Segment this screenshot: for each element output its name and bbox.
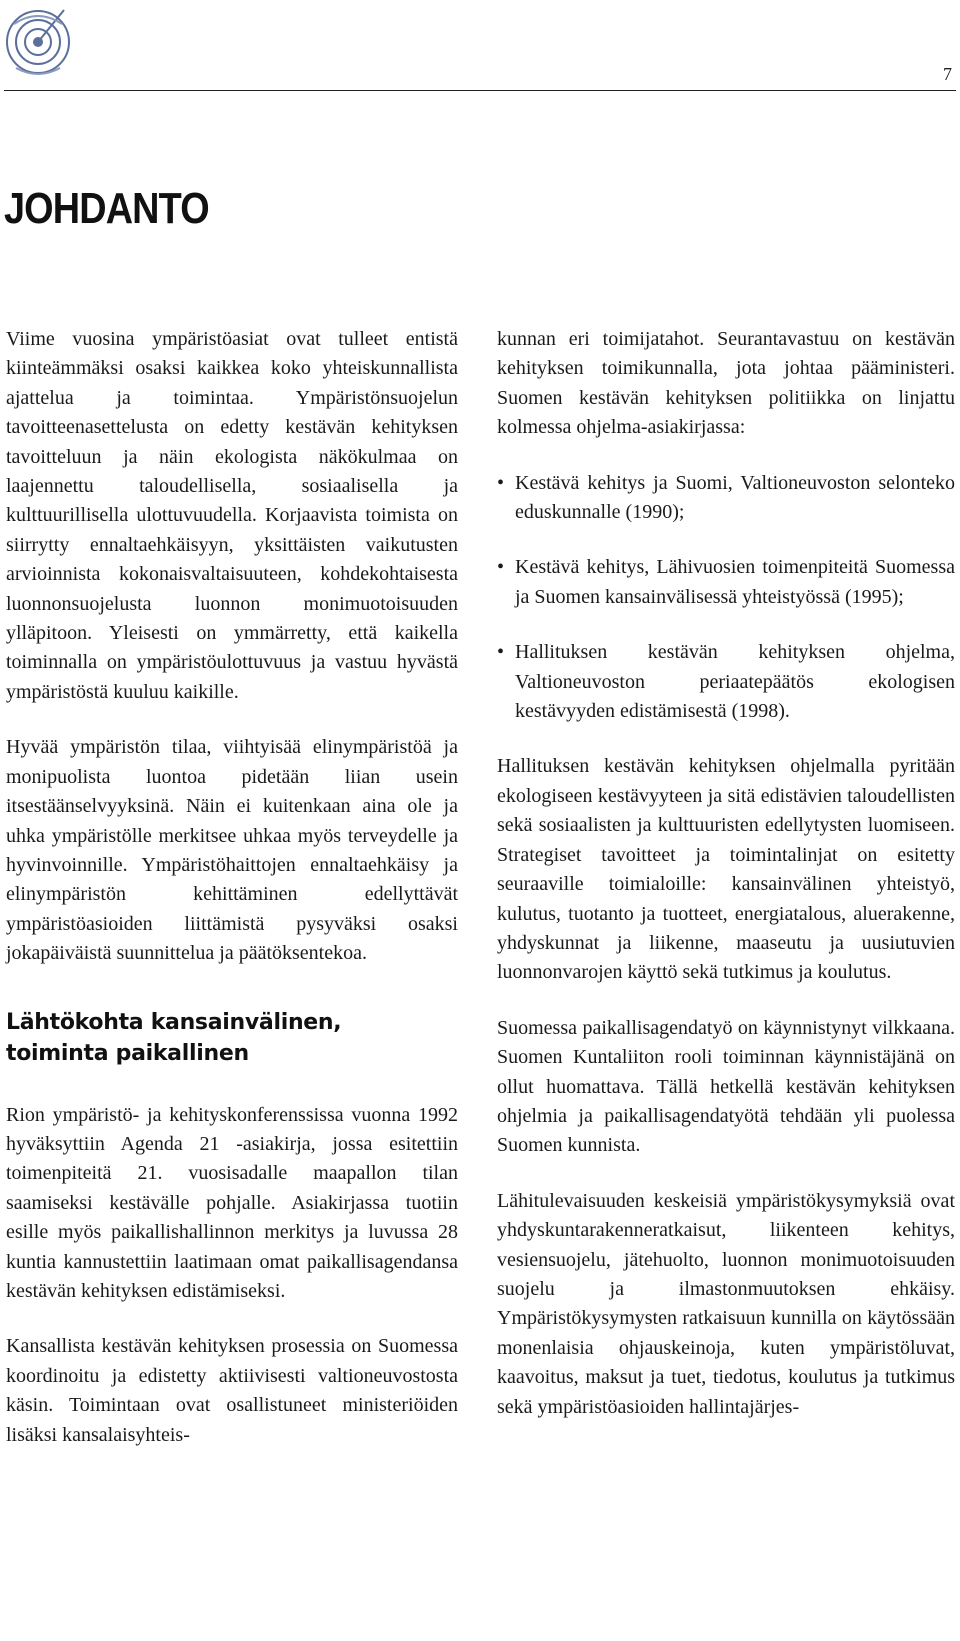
national-process-paragraph: Kansallista kestävän kehityksen prosessia on Suomessa koordinoitu ja edistetty aktiivisesti valtioneuvostosta käsin. Toimintaan ovat osallistuneet ministeriöiden lisäksi kansalaisyhteis- — [6, 1335, 458, 1446]
page-title: JOHDANTO — [4, 184, 209, 233]
bullet-icon: • — [497, 641, 505, 664]
header-divider — [4, 90, 956, 91]
list-item — [497, 553, 955, 612]
list-item-text: Kestävä kehitys, Lähivuosien toimenpiteitä Suomessa ja Suomen kansainvälisessä yhteistyössä (1995); — [515, 556, 955, 608]
future-issues-paragraph: Lähitulevaisuuden keskeisiä ympäristökysymyksiä ovat yhdyskuntarakenneratkaisut, liikenteen kehitys, vesiensuojelu, jätehuolto, luonnon monimuotoisuuden suojelu ja ilmastonmuutoksen ehkäisy. Ympäristökysymysten ratkaisuun kunnilla on käytössään monenlaisia ohjauskeinoja, kuten ympäristöluvat, kaavoitus, maksut ja tuet, tiedotus, koulutus ja tutkimus sekä ympäristöasioiden hallintajärjes- — [497, 1189, 955, 1418]
rio-paragraph: Rion ympäristö- ja kehityskonferenssissa vuonna 1992 hyväksyttiin Agenda 21 -asiakirja, jossa esitettiin toimenpiteitä 21. vuosisadalle maapallon tilan saamiseksi kestävälle pohjalle. Asiakirjassa tuotiin esille myös paikallishallinnon merkitys ja luvussa 28 kuntia kannustettiin laatimaan omat paikallisagendansa kestävän kehityksen edistämiseksi. — [6, 1103, 458, 1302]
list-item — [497, 469, 955, 528]
section-heading — [6, 1007, 458, 1069]
right-column — [497, 325, 955, 1448]
list-item — [497, 638, 955, 726]
local-agenda-paragraph: Suomessa paikallisagendatyö on käynnistynyt vilkkaana. Suomen Kuntaliiton rooli toiminnan käynnistäjänä on ollut huomattava. Tällä hetkellä kestävän kehityksen ohjelmia ja paikallisagendatyötä tehdään yli puolessa Suomen kunnista. — [497, 1016, 955, 1157]
section-heading-line-2: toiminta paikallinen — [6, 1040, 249, 1066]
target-logo-icon — [4, 4, 74, 84]
section-heading-line-1: Lähtökohta kansainvälinen, — [6, 1009, 342, 1035]
left-column — [6, 325, 458, 1476]
programme-list — [497, 469, 955, 727]
bullet-icon: • — [497, 556, 505, 579]
list-item-text: Hallituksen kestävän kehityksen ohjelma, Valtioneuvoston periaatepäätös ekologisen kestävyyden edistämisestä (1998). — [515, 641, 955, 723]
environment-paragraph: Hyvää ympäristön tilaa, viihtyisää elinympäristöä ja monipuolista luontoa pidetään liian usein itsestäänselvyyksinä. Näin ei kuitenkaan aina ole ja uhka ympäristölle merkitsee uhkaa myös terveydelle ja hyvinvoinnille. Ympäristöhaittojen ennaltaehkäisy ja elinympäristön kehittäminen edellyttävät ympäristöasioiden liittämistä pysyväksi osaksi jokapäiväistä suunnittelua ja päätöksentekoa. — [6, 736, 458, 965]
page-number: 7 — [943, 64, 952, 84]
continuation-paragraph: kunnan eri toimijatahot. Seurantavastuu on kestävän kehityksen toimikunnalla, jota johtaa pääministeri. Suomen kestävän kehityksen politiikka on linjattu kolmessa ohjelma-asiakirjassa: — [497, 328, 955, 439]
bullet-icon: • — [497, 471, 505, 494]
intro-paragraph: Viime vuosina ympäristöasiat ovat tulleet entistä kiinteämmäksi osaksi kaikkea koko yhteiskunnallista ajattelua ja toimintaa. Ympäristönsuojelun tavoitteenasettelusta on edetty kestävän kehityksen tavoitteluun ja näin ekologista näkökulmaa on laajennettu taloudellisella, sosiaalisella ja kulttuurillisella ulottuvuudella. Korjaavista toimista on siirrytty ennaltaehkäisyyn, yksittäisten vaikutusten arvioinnista kokonaisvaltaisuuteen, kohdekohtaisesta luonnonsuojelusta luonnon monimuotoisuuden ylläpitoon. Yleisesti on ymmärretty, että kaikella toiminnalla on ympäristöulottuvuus ja vastuu hyvästä ympäristöstä kuuluu kaikille. — [6, 328, 458, 703]
government-programme-paragraph: Hallituksen kestävän kehityksen ohjelmalla pyritään ekologiseen kestävyyteen ja sitä edistävien taloudellisten sekä sosiaalisten ja kulttuuristen edellytysten luomiseen. Strategiset tavoitteet ja toimintalinjat on esitetty seuraaville toimialoille: kansainvälinen yhteistyö, kulutus, tuotanto ja tuotteet, energiatalous, aluerakenne, yhdyskunnat ja liikenne, maaseutu ja uusiutuvien luonnonvarojen käyttö sekä tutkimus ja koulutus. — [497, 755, 955, 984]
list-item-text: Kestävä kehitys ja Suomi, Valtioneuvoston selonteko eduskunnalle (1990); — [515, 471, 955, 524]
